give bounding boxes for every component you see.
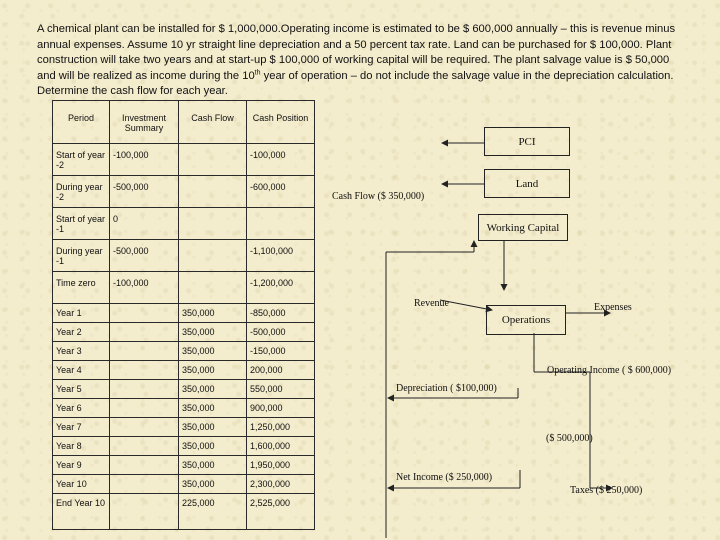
cash-position-cell: 1,250,000: [247, 418, 315, 437]
investment-cell: -100,000: [110, 272, 179, 304]
cash-position-cell: 550,000: [247, 380, 315, 399]
revenue-label: Revenue: [414, 298, 449, 309]
header-cash-flow: Cash Flow: [179, 101, 247, 144]
cash-flow-label: Cash Flow ($ 350,000): [332, 191, 425, 202]
cash-flow-cell: 350,000: [179, 380, 247, 399]
cash-flow-cell: 350,000: [179, 323, 247, 342]
expenses-label: Expenses: [594, 302, 632, 313]
cash-flow-cell: 350,000: [179, 342, 247, 361]
investment-cell: -500,000: [110, 176, 179, 208]
cash-flow-cell: 350,000: [179, 437, 247, 456]
cash-position-cell: 1,600,000: [247, 437, 315, 456]
cash-position-cell: -100,000: [247, 144, 315, 176]
cash-position-cell: -1,100,000: [247, 240, 315, 272]
taxable-income-label: ($ 500,000): [546, 433, 593, 444]
cash-flow-cell: 350,000: [179, 475, 247, 494]
cash-flow-cell: 350,000: [179, 399, 247, 418]
investment-cell: 0: [110, 208, 179, 240]
operations-box: Operations: [486, 305, 566, 335]
cash-position-cell: 1,950,000: [247, 456, 315, 475]
period-cell: Year 7: [53, 418, 110, 437]
period-cell: Time zero: [53, 272, 110, 304]
cash-position-cell: -150,000: [247, 342, 315, 361]
period-cell: Year 8: [53, 437, 110, 456]
ordinal-suffix: th: [254, 68, 261, 76]
investment-cell: -100,000: [110, 144, 179, 176]
period-cell: Year 2: [53, 323, 110, 342]
operating-income-label: Operating Income ( $ 600,000): [547, 365, 672, 376]
header-period: Period: [53, 101, 110, 144]
cash-position-cell: 2,300,000: [247, 475, 315, 494]
cash-flow-cell: 350,000: [179, 304, 247, 323]
cash-position-cell: 900,000: [247, 399, 315, 418]
period-cell: Year 5: [53, 380, 110, 399]
period-cell: Year 9: [53, 456, 110, 475]
period-cell: Year 10: [53, 475, 110, 494]
cash-position-cell: 2,525,000: [247, 494, 315, 530]
header-investment-summary: Investment Summary: [110, 101, 179, 144]
problem-text: A chemical plant can be installed for $ 1,000,000.Operating income is estimated to be $ 600,000 annually – this is revenue minus annual expenses. Assume 10 yr straight line depreciation and a 50 percent tax rate. Land can be purchased for $ 100,000. Plant construction will take two years and at start-up $ 100,000 of working capital will be required. The plant salvage value is $ 50,000 and will be realized as income during the 10: [37, 23, 676, 82]
pci-box: PCI: [484, 127, 570, 156]
period-cell: During year -2: [53, 176, 110, 208]
cash-position-cell: -500,000: [247, 323, 315, 342]
cash-position-cell: -850,000: [247, 304, 315, 323]
period-cell: Year 4: [53, 361, 110, 380]
working-capital-box: Working Capital: [478, 214, 568, 241]
depreciation-label: Depreciation ( $100,000): [396, 383, 497, 394]
period-cell: During year -1: [53, 240, 110, 272]
problem-text-end: year of operation – do not include the salvage value in the depreciation calculation. Determine the cash flow for each year.: [37, 69, 674, 97]
cash-flow-cell: 350,000: [179, 418, 247, 437]
cash-flow-cell: 350,000: [179, 361, 247, 380]
period-cell: End Year 10: [53, 494, 110, 530]
cash-position-cell: -1,200,000: [247, 272, 315, 304]
cash-flow-cell: 350,000: [179, 456, 247, 475]
period-cell: Start of year -2: [53, 144, 110, 176]
header-cash-position: Cash Position: [247, 101, 315, 144]
land-box: Land: [484, 169, 570, 198]
cash-flow-cell: 225,000: [179, 494, 247, 530]
period-cell: Year 6: [53, 399, 110, 418]
net-income-label: Net Income ($ 250,000): [396, 472, 493, 483]
investment-cell: -500,000: [110, 240, 179, 272]
taxes-label: Taxes ($ 250,000): [570, 485, 643, 496]
cash-position-cell: -600,000: [247, 176, 315, 208]
period-cell: Year 1: [53, 304, 110, 323]
cash-position-cell: 200,000: [247, 361, 315, 380]
period-cell: Start of year -1: [53, 208, 110, 240]
period-cell: Year 3: [53, 342, 110, 361]
